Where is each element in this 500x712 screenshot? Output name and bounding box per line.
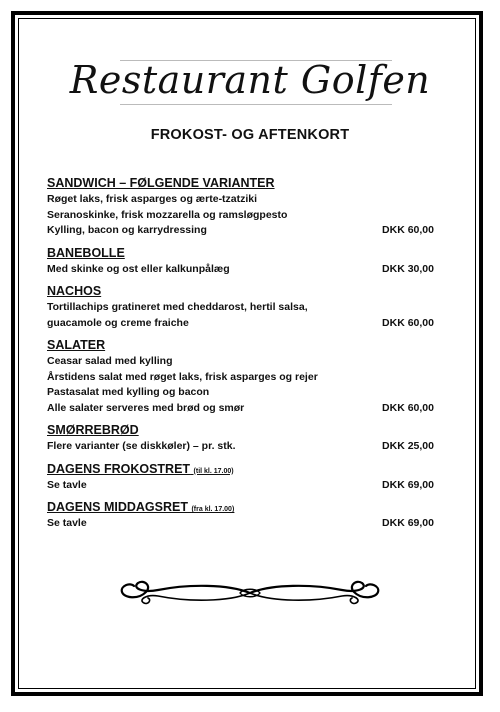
section-title-text: BANEBOLLE: [47, 245, 125, 260]
menu-item-description: Alle salater serveres med brød og smør: [47, 401, 245, 414]
section-title-text: DAGENS MIDDAGSRET: [47, 500, 188, 514]
menu-item-description: Med skinke og ost eller kalkunpålæg: [47, 262, 230, 275]
section-title-text: SANDWICH – FØLGENDE VARIANTER: [47, 176, 275, 190]
menu-item-price: DKK 30,00: [382, 262, 434, 275]
menu-item-description: Årstidens salat med røget laks, frisk asparges og rejer: [47, 370, 318, 383]
menu-section: [47, 422, 434, 455]
menu-item: [47, 208, 434, 224]
section-title: [47, 422, 434, 439]
restaurant-name: Restaurant Golfen: [69, 58, 431, 102]
menu-item: [47, 223, 434, 239]
section-title: [47, 499, 434, 516]
section-time-note: (til kl. 17.00): [193, 467, 234, 475]
menu-item-description: Flere varianter (se diskkøler) – pr. stk.: [47, 440, 236, 452]
menu-item-description: guacamole og creme fraiche: [47, 316, 189, 329]
menu-item: [47, 478, 434, 494]
section-title-text: SALATER: [47, 338, 106, 352]
title-rule-bottom: [120, 104, 392, 105]
menu-section: [47, 245, 434, 278]
menu-item-price: DKK 60,00: [382, 316, 434, 329]
menu-item-price: DKK 25,00: [382, 440, 434, 452]
menu-item-description: Se tavle: [47, 478, 87, 491]
menu-item-description: Se tavle: [47, 517, 87, 529]
menu-section: [47, 461, 434, 494]
section-title: [47, 283, 434, 300]
menu-item-description: Røget laks, frisk asparges og ærte-tzatziki: [47, 193, 258, 205]
menu-item-price: DKK 69,00: [382, 478, 434, 491]
section-title: [47, 337, 434, 354]
menu-item: [47, 262, 434, 278]
section-title: [47, 175, 434, 192]
section-title-text: DAGENS FROKOSTRET: [47, 461, 191, 476]
menu-title: FROKOST- OG AFTENKORT: [150, 127, 350, 143]
menu-item: [47, 354, 434, 370]
menu-item-description: Tortillachips gratineret med cheddarost, hertil salsa,: [47, 301, 308, 313]
menu-item-description: Ceasar salad med kylling: [47, 355, 173, 367]
menu-item-description: Pastasalat med kylling og bacon: [47, 386, 210, 398]
menu-item-price: DKK 60,00: [382, 401, 434, 414]
menu-item-price: DKK 69,00: [382, 517, 434, 529]
section-title-text: NACHOS: [47, 284, 102, 298]
menu-section: [47, 499, 434, 532]
menu-item-description: Seranoskinke, frisk mozzarella og ramsløgpesto: [47, 208, 288, 221]
menu-item: [47, 316, 434, 332]
ornament-flourish-icon: [118, 578, 382, 608]
menu-section: [47, 175, 434, 239]
menu-item: [47, 516, 434, 532]
section-title-text: SMØRREBRØD: [47, 423, 139, 437]
menu-item: [47, 439, 434, 455]
menu-section: [47, 337, 434, 416]
menu-item: [47, 370, 434, 386]
menu-item: [47, 385, 434, 401]
section-title: [47, 461, 434, 478]
menu-item-description: Kylling, bacon og karrydressing: [47, 224, 207, 236]
menu-section: [47, 283, 434, 331]
menu-item-price: DKK 60,00: [382, 224, 434, 236]
menu-list: [47, 175, 434, 538]
menu-item: [47, 300, 434, 316]
section-time-note: (fra kl. 17.00): [191, 506, 235, 513]
menu-item: [47, 401, 434, 417]
section-title: [47, 245, 434, 262]
menu-item: [47, 192, 434, 208]
